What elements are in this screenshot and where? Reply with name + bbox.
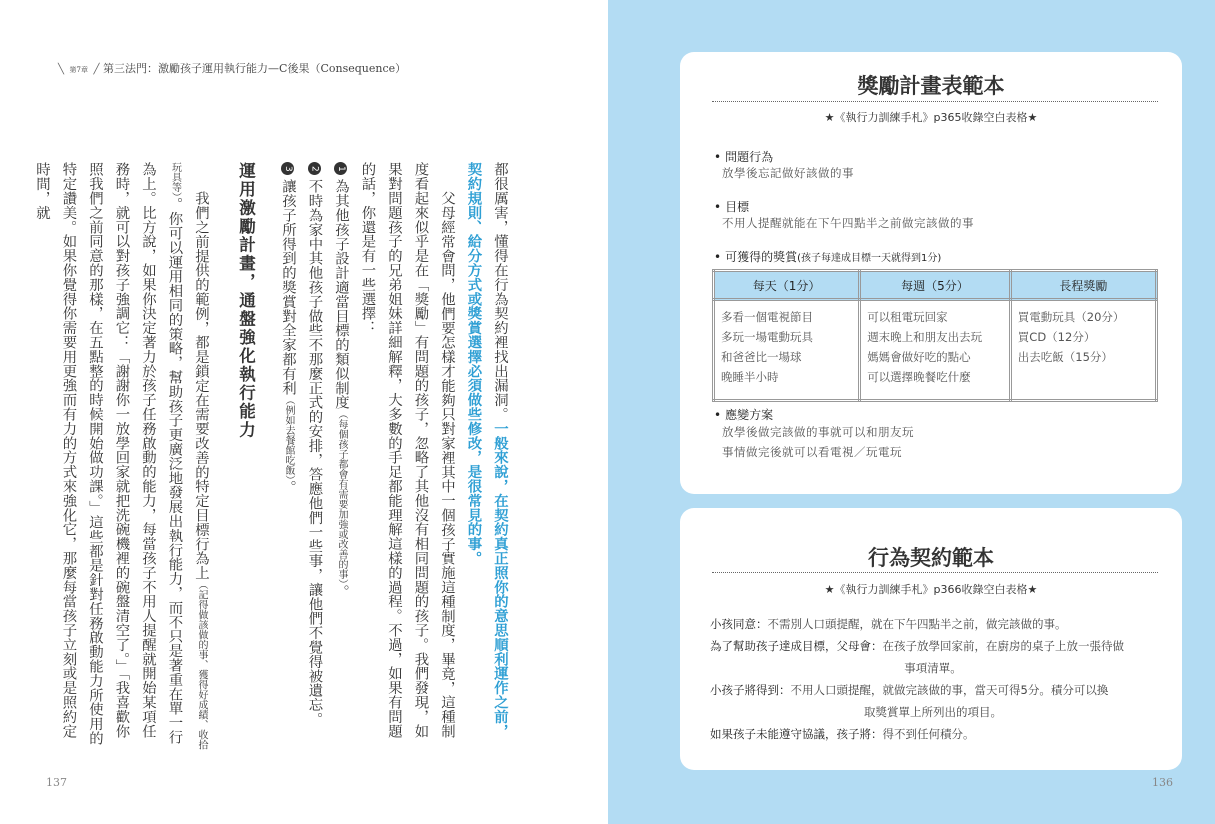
- contract-row-label: 為了幫助孩子達成目標，父母會：: [710, 639, 883, 653]
- list-item-1-end: 。: [333, 584, 349, 599]
- weekly-reward-item: 可以選擇晚餐吃什麼: [867, 370, 971, 384]
- highlight-text: 一般來說，在契約真正照你的意思順利運作之前，契約規則、給分方式或獎賞選擇必須做些修改，是很常見的事。: [465, 162, 509, 739]
- list-item-3: [275, 162, 302, 752]
- contract-row-continuation: 取獎賞單上所列出的項目。: [864, 705, 1002, 719]
- contingency-line-2: 事情做完後就可以看電視／玩電玩: [722, 445, 902, 459]
- contract-row-label: 小孩同意：: [710, 617, 768, 631]
- contingency-line-1: 放學後做完該做的事就可以和朋友玩: [722, 425, 914, 439]
- contract-row-if-fails: [710, 723, 1156, 745]
- daily-reward-item: 和爸爸比一場球: [721, 350, 802, 364]
- daily-reward-item: 晚睡半小時: [721, 370, 779, 384]
- page-number-left: 137: [46, 776, 67, 789]
- list-item-3-note: （例如去餐館吃飯）: [283, 395, 294, 480]
- problem-label: • 問題行為: [714, 148, 773, 165]
- list-item-2: [301, 162, 328, 752]
- contract-card-title: 行為契約範本: [868, 546, 994, 570]
- running-head-deco-left: ╲: [58, 64, 65, 75]
- reward-card-title: 獎勵計畫表範本: [857, 74, 1005, 98]
- list-number-3: 3: [281, 162, 294, 175]
- rewards-note: (孩子每達成目標一天就得到1分): [797, 253, 942, 264]
- weekly-reward-item: 媽媽會做好吃的點心: [867, 350, 971, 364]
- contract-row-text: 得不到任何積分。: [882, 727, 975, 741]
- paragraph-3-text-a: 我們之前提供的範例，都是鎖定在需要改善的特定目標行為上: [193, 190, 209, 580]
- contract-row-text: 不需別人口頭提醒，就在下午四點半之前，做完該做的事。: [767, 617, 1067, 631]
- daily-reward-item: 多看一個電視節目: [721, 310, 813, 324]
- right-page: [608, 0, 1215, 824]
- running-head: [58, 60, 406, 76]
- goal-label: • 目標: [714, 198, 749, 215]
- header-weekly: 每週（5分）: [860, 271, 1011, 300]
- reward-plan-card: [680, 52, 1182, 494]
- contract-row-text: 不用人口頭提醒，就做完該做的事，當天可得5分。積分可以換: [790, 683, 1109, 697]
- contract-row-parents-will: [710, 635, 1156, 679]
- paragraph-3: [29, 162, 215, 752]
- list-number-1: 1: [334, 162, 347, 175]
- long-term-reward-item: 買CD（12分）: [1017, 330, 1096, 344]
- daily-reward-item: 多玩一場電動玩具: [721, 330, 813, 344]
- reward-card-subtitle: ★《執行力訓練手札》p365收錄空白表格★: [824, 111, 1038, 124]
- contract-card-subtitle: ★《執行力訓練手札》p366收錄空白表格★: [824, 583, 1038, 596]
- rewards-label: [714, 248, 941, 265]
- paragraph-1: [460, 162, 513, 752]
- running-head-deco-right: ╱: [93, 64, 100, 75]
- list-item-3-end: 。: [280, 480, 296, 495]
- problem-text: 放學後忘記做好該做的事: [722, 166, 854, 180]
- long-term-reward-item: 買電動玩具（20分）: [1017, 310, 1125, 324]
- goal-text: 不用人提醒就能在下午四點半之前做完該做的事: [722, 216, 974, 230]
- reward-table-header: [714, 271, 1157, 300]
- rewards-label-text: 可獲得的獎賞: [725, 250, 798, 264]
- reward-table-row: [714, 300, 1157, 401]
- reward-table: [712, 269, 1158, 402]
- paragraph-1-text: 都很厲害，懂得在行為契約裡找出漏洞。: [492, 162, 508, 422]
- behavior-contract-card: [680, 508, 1182, 770]
- header-long-term: 長程獎勵: [1010, 271, 1156, 300]
- long-term-reward-item: 出去吃飯（15分）: [1017, 350, 1113, 364]
- list-number-2: 2: [308, 162, 321, 175]
- contract-row-label: 如果孩子未能遵守協議，孩子將：: [710, 727, 883, 741]
- weekly-rewards-cell: [860, 300, 1011, 401]
- contingency-label: • 應變方案: [714, 406, 773, 423]
- weekly-reward-item: 可以租電玩回家: [867, 310, 948, 324]
- list-item-2-text: 不時為家中其他孩子做些不那麼正式的安排，答應他們一些事，讓他們不覺得被遺忘。: [306, 179, 323, 727]
- list-item-1-text: 為其他孩子設計適當目標的類似制度: [333, 179, 349, 410]
- weekly-reward-item: 週末晚上和朋友出去玩: [867, 330, 983, 344]
- long-term-rewards-cell: [1010, 300, 1156, 401]
- title-divider: [712, 572, 1158, 573]
- body-text: [34, 162, 513, 752]
- contract-row-child-agrees: [710, 613, 1156, 635]
- chapter-label: 第7章: [69, 66, 88, 74]
- daily-rewards-cell: [714, 300, 860, 401]
- paragraph-3-note: （記得做該做的事、獲得好成績、收拾玩具等）: [169, 162, 207, 750]
- paragraph-3-text-b: 。你可以運用相同的策略，幫助孩子更廣泛地發展出執行能力，而不只是著重在單一行為上。比方說，如果你決定著力於孩子任務啟動的能力，每當孩子不用人提醒就開始某項任務時，就可以對孩子強調它：「謝謝你一放學回家就把洗碗機裡的碗盤清空了。」「我喜歡你照我們之前同意的那樣，在五點整的時候開始做功課。」這些都是針對任務啟動能力所使用的特定讚美。如果你覺得你需要用更強而有力的方式來強化它，那麼每當孩子立刻或是照約定時間，就: [34, 162, 183, 746]
- section-heading: 運用激勵計畫，通盤強化執行能力: [236, 162, 256, 440]
- contract-row-text: 在孩子放學回家前，在廚房的桌子上放一張待做: [882, 639, 1124, 653]
- chapter-title: 第三法門：激勵孩子運用執行能力—C後果（Consequence）: [103, 62, 407, 75]
- contract-row-continuation: 事項清單。: [904, 661, 962, 675]
- list-item-1-note: （每個孩子都會有需要加強或改善的事）: [336, 409, 347, 585]
- list-item-1: [328, 162, 355, 752]
- contract-row-label: 小孩子將得到：: [710, 683, 791, 697]
- list-item-3-text: 讓孩子所得到的獎賞對全家都有利: [280, 179, 296, 395]
- header-daily: 每天（1分）: [714, 271, 860, 300]
- paragraph-2: 父母經常會問，他們要怎樣才能夠只對家裡其中一個孩子實施這種制度，畢竟，這種制度看起來似乎是在「獎勵」有問題的孩子，忽略了其他沒有相同問題的孩子。我們發現，如果對問題孩子的兄弟姐妹詳細解釋，大多數的手足都能理解這樣的過程。不過，如果有問題的話，你還是有一些選擇：: [359, 162, 455, 738]
- page-number-right: 136: [1152, 776, 1173, 789]
- contract-row-child-receives: [710, 679, 1156, 723]
- title-divider: [712, 101, 1158, 102]
